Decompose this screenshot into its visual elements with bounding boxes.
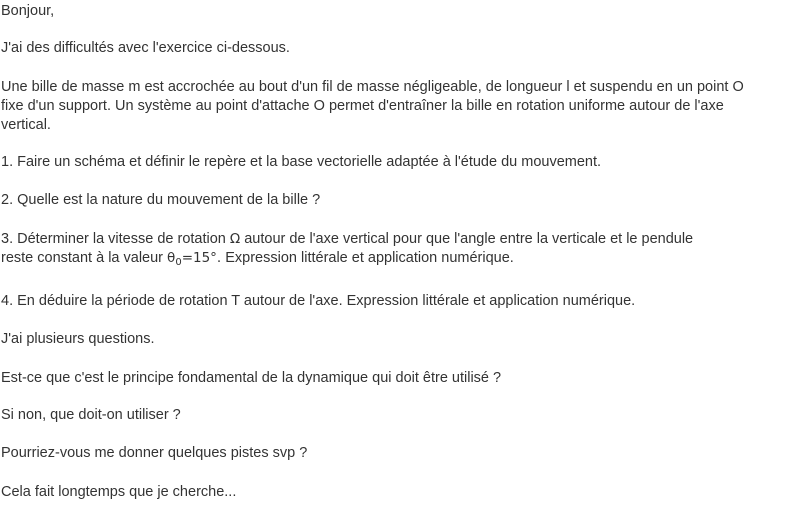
question-3-line-1 xyxy=(1,230,693,249)
question-hints-text: Pourriez-vous me donner quelques pistes svp ? xyxy=(1,445,308,461)
omega-symbol: Ω xyxy=(229,231,241,247)
exercise-statement-line-2: fixe d'un support. Un système au point d'attache O permet d'entraîner la bille en rotation uniforme autour de l'axe xyxy=(1,98,724,114)
question-3-text-a: 3. Déterminer la vitesse de rotation xyxy=(1,231,230,247)
question-3-text-b: autour de l'axe vertical pour que l'angle entre la verticale et le pendule xyxy=(240,231,694,247)
exercise-statement-line-3: vertical. xyxy=(1,117,51,133)
theta-symbol: $\theta_0$ xyxy=(167,250,182,268)
question-1-text: 1. Faire un schéma et définir le repère et la base vectorielle adaptée à l'étude du mouvement. xyxy=(1,154,602,170)
question-3-text-c: reste constant à la valeur xyxy=(1,250,168,266)
question-3-text-d: Expression littérale et application numérique. xyxy=(221,250,514,266)
questions-intro-text: J'ai plusieurs questions. xyxy=(1,331,155,347)
question-alternative-text: Si non, que doit-on utiliser ? xyxy=(1,407,181,423)
intro-text: J'ai des difficultés avec l'exercice ci-dessous. xyxy=(1,40,290,56)
theta-subscript: 0 xyxy=(175,257,182,268)
question-4-text: 4. En déduire la période de rotation T autour de l'axe. Expression littérale et application numérique. xyxy=(1,293,636,309)
question-pfd-text: Est-ce que c'est le principe fondamental de la dynamique qui doit être utilisé ? xyxy=(1,370,502,386)
question-3-line-2 xyxy=(1,249,514,268)
greeting-text: Bonjour, xyxy=(1,3,55,19)
question-2-text: 2. Quelle est la nature du mouvement de la bille ? xyxy=(1,192,321,208)
angle-value: =15°. xyxy=(181,250,222,266)
closing-text: Cela fait longtemps que je cherche... xyxy=(1,484,237,500)
exercise-statement-line-1: Une bille de masse m est accrochée au bout d'un fil de masse négligeable, de longueur l et suspendu en un point O xyxy=(1,79,744,95)
